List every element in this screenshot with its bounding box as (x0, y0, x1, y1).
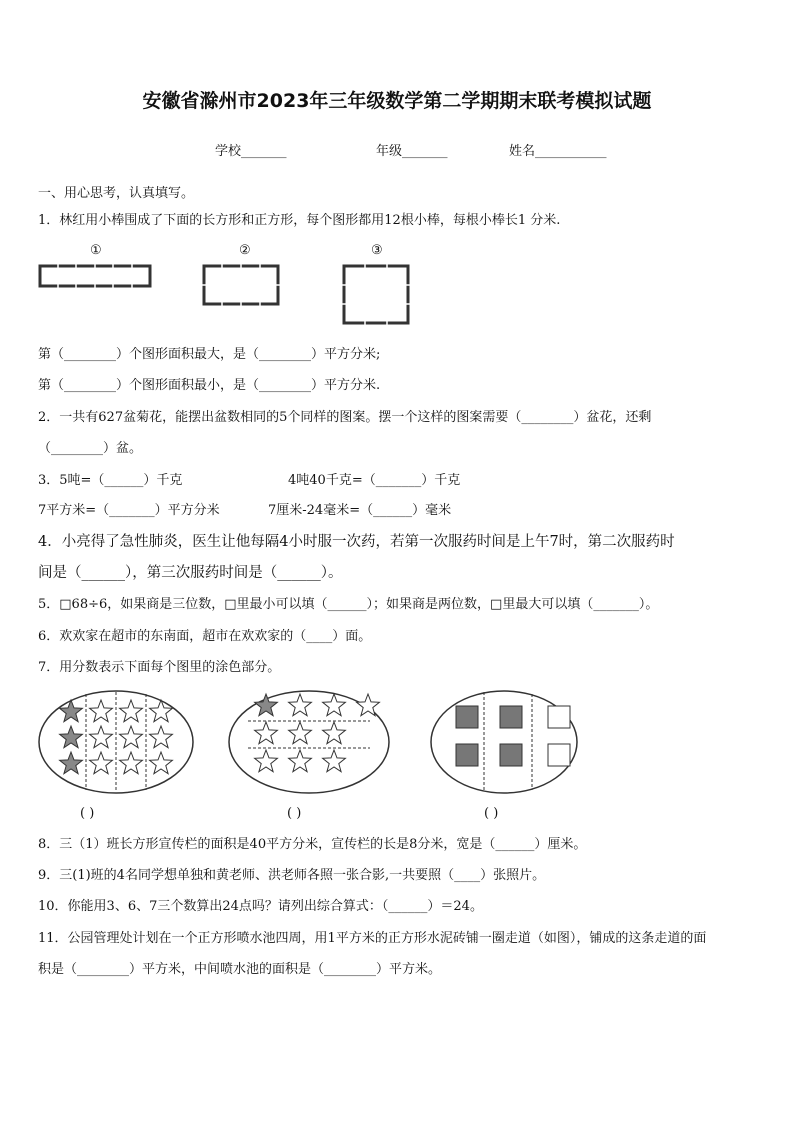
question-3-c[interactable]: 7平方米=（_______）平方分米 (38, 503, 220, 518)
star-icon (289, 694, 312, 716)
question-1-text: 1．林红用小棒围成了下面的长方形和正方形，每个图形都用12根小棒，每根小棒长1 分米. (38, 213, 561, 228)
question-5[interactable]: 5．□68÷6，如果商是三位数，□里最小可以填（______）；如果商是两位数，□里最大可以填（_______）。 (38, 597, 659, 612)
star-icon (60, 752, 83, 774)
question-2-line-2[interactable]: （________）盆。 (38, 441, 143, 456)
star-icon (289, 722, 312, 744)
question-7-text: 7．用分数表示下面每个图里的涂色部分。 (38, 660, 281, 675)
question-11-line-2[interactable]: 积是（________）平方米，中间喷水池的面积是（________）平方米。 (38, 962, 442, 977)
rectangle-figure-1 (36, 262, 156, 292)
star-icon (150, 752, 173, 774)
school-field[interactable]: 学校_______ (215, 144, 287, 159)
section-heading: 一、用心思考，认真填写。 (38, 186, 195, 201)
star-icon (90, 726, 113, 748)
question-7-answer-2[interactable]: ( ) (287, 806, 302, 821)
star-icon (120, 752, 143, 774)
star-icon (255, 694, 278, 716)
page-title: 安徽省滁州市2023年三年级数学第二学期期末联考模拟试题 (142, 90, 652, 112)
question-10[interactable]: 10．你能用3、6、7三个数算出24点吗？请列出综合算式：（______）＝24。 (38, 899, 483, 914)
question-4-line-2[interactable]: 间是（______），第三次服药时间是（______）。 (38, 565, 343, 581)
figure-label-2: ② (239, 243, 251, 258)
question-7-answer-3[interactable]: ( ) (484, 806, 499, 821)
star-icon (120, 700, 143, 722)
star-icon (150, 726, 173, 748)
figure-label-1: ① (90, 243, 102, 258)
star-icon (255, 722, 278, 744)
question-9[interactable]: 9．三(1)班的4名同学想单独和黄老师、洪老师各照一张合影,一共要照（____）张照片。 (38, 868, 546, 883)
question-1-blank-1[interactable]: 第（________）个图形面积最大，是（________）平方分米; (38, 347, 381, 362)
question-7-answer-1[interactable]: ( ) (80, 806, 95, 821)
star-icon (323, 722, 346, 744)
question-3-d[interactable]: 7厘米-24毫米=（______）毫米 (268, 503, 452, 518)
question-11-line-1: 11．公园管理处计划在一个正方形喷水池四周，用1平方米的正方形水泥砖铺一圈走道（如图），铺成的这条走道的面 (38, 931, 707, 946)
star-icon (120, 726, 143, 748)
star-icon (60, 726, 83, 748)
star-icon (150, 700, 173, 722)
question-8[interactable]: 8．三（1）班长方形宣传栏的面积是40平方分米，宣传栏的长是8分米，宽是（______）厘米。 (38, 837, 587, 852)
star-icon (289, 750, 312, 772)
star-icon (323, 750, 346, 772)
question-6[interactable]: 6．欢欢家在超市的东南面，超市在欢欢家的（____）面。 (38, 629, 372, 644)
square-figure-3 (340, 262, 414, 328)
question-3-a[interactable]: 3．5吨=（______）千克 (38, 473, 183, 488)
star-icon (60, 700, 83, 722)
question-3-b[interactable]: 4吨40千克=（_______）千克 (288, 473, 461, 488)
figure-label-3: ③ (371, 243, 383, 258)
star-oval-figure-1 (36, 688, 196, 798)
star-icon (357, 694, 380, 716)
square-oval-figure-3 (428, 688, 580, 798)
star-oval-figure-2 (226, 688, 392, 798)
name-field[interactable]: 姓名___________ (509, 144, 607, 159)
star-icon (90, 700, 113, 722)
question-4-line-1: 4．小亮得了急性肺炎，医生让他每隔4小时服一次药，若第一次服药时间是上午7时，第二次服药时 (38, 534, 675, 550)
grade-field[interactable]: 年级_______ (376, 144, 448, 159)
question-2-line-1[interactable]: 2．一共有627盆菊花，能摆出盆数相同的5个同样的图案。摆一个这样的图案需要（________）盆花，还剩 (38, 410, 652, 425)
star-icon (90, 752, 113, 774)
star-icon (255, 750, 278, 772)
question-1-blank-2[interactable]: 第（________）个图形面积最小，是（________）平方分米. (38, 378, 381, 393)
star-icon (323, 694, 346, 716)
rectangle-figure-2 (200, 262, 284, 308)
